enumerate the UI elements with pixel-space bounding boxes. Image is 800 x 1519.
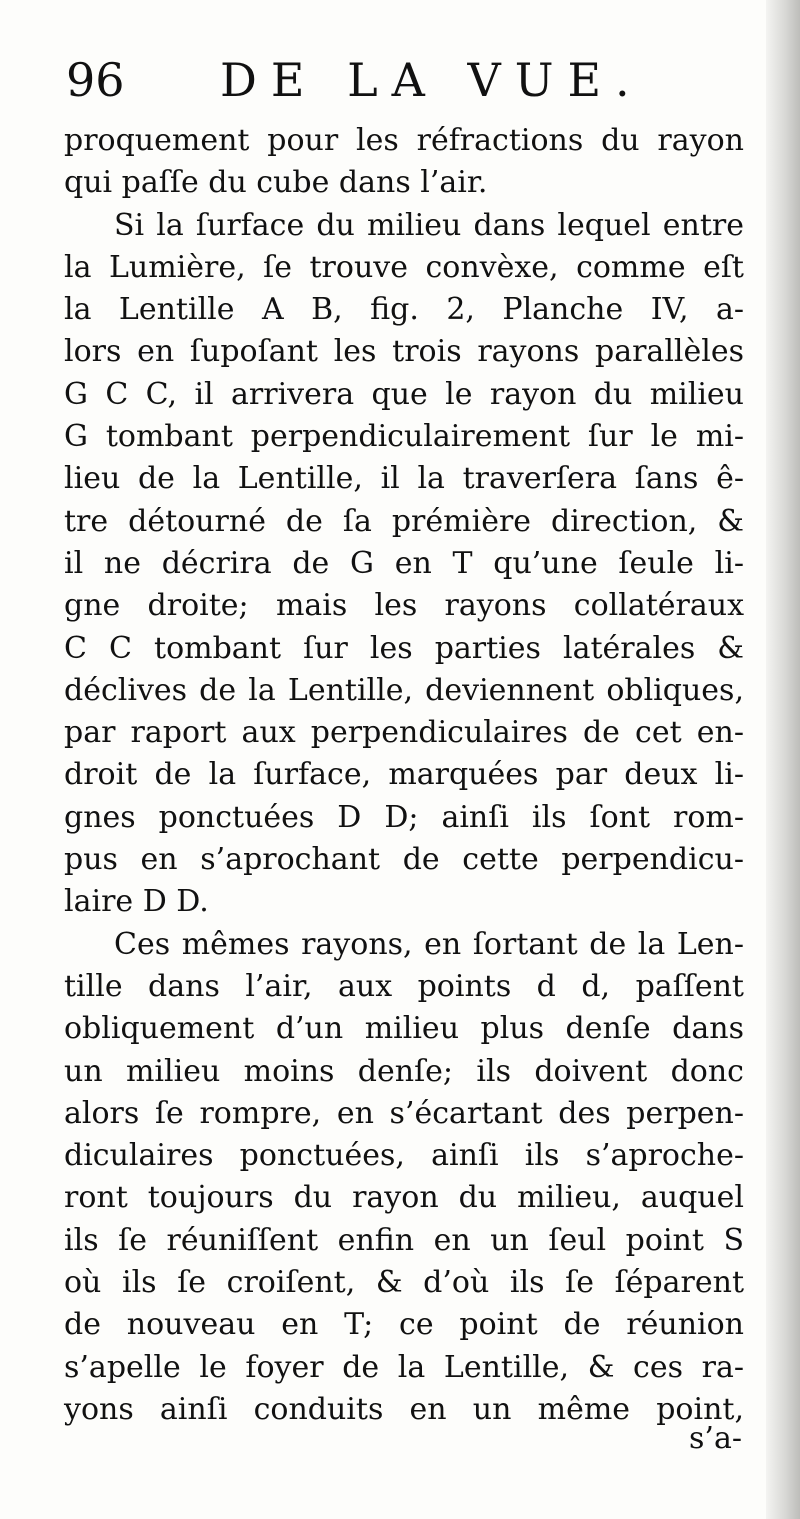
text-line: Ces mêmes rayons, en ſortant de la Len-: [114, 926, 744, 962]
text-line: Si la ſurface du milieu dans lequel entre: [114, 207, 744, 243]
text-line: gne droite; mais les rayons collatéraux: [64, 588, 744, 624]
text-line: laire D D.: [64, 884, 209, 920]
text-line: droit de la ſurface, marquées par deux li-: [64, 757, 744, 793]
text-line: diculaires ponctuées, ainſi ils s’aproche-: [64, 1138, 744, 1174]
text-line: ront toujours du rayon du milieu, auquel: [64, 1180, 744, 1216]
text-line: la Lumière, ſe trouve convèxe, comme eſt: [64, 249, 744, 285]
catchword: s’a-: [689, 1421, 742, 1456]
text-line: de nouveau en T; ce point de réunion: [64, 1307, 744, 1343]
text-line: qui paſſe du cube dans l’air.: [64, 165, 488, 201]
text-line: G tombant perpendiculairement ſur le mi-: [64, 419, 744, 455]
text-line: gnes ponctuées D D; ainſi ils ſont rom-: [64, 799, 744, 835]
text-line: lieu de la Lentille, il la traverſera ſans ê-: [64, 461, 744, 497]
text-line: pus en s’aprochant de cette perpendicu-: [64, 842, 744, 878]
text-line: alors ſe rompre, en s’écartant des perpen-: [64, 1095, 744, 1131]
text-line: un milieu moins denſe; ils doivent donc: [64, 1053, 744, 1089]
text-line: tre détourné de ſa prémière direction, &: [64, 503, 744, 539]
text-line: par raport aux perpendiculaires de cet en-: [64, 715, 744, 751]
text-line: lors en ſupoſant les trois rayons parallèles: [64, 334, 744, 370]
page-edge-shadow: [766, 0, 800, 1519]
text-line: s’apelle le foyer de la Lentille, & ces ra-: [64, 1349, 744, 1385]
text-line: où ils ſe croiſent, & d’où ils ſe ſéparent: [64, 1265, 744, 1301]
text-line: la Lentille A B, fig. 2, Planche IV, a-: [64, 292, 744, 328]
text-line: ils ſe réuniſſent enfin en un ſeul point S: [64, 1222, 744, 1258]
text-line: C C tombant ſur les parties latérales &: [64, 630, 744, 666]
text-line: déclives de la Lentille, deviennent obliques,: [64, 672, 744, 708]
text-line: proquement pour les réfractions du rayon: [64, 123, 744, 158]
text-line: yons ainſi conduits en un même point,: [64, 1391, 744, 1427]
text-line: tille dans l’air, aux points d d, paſſent: [64, 968, 744, 1004]
text-line: G C C, il arrivera que le rayon du milieu: [64, 376, 744, 412]
text-line: obliquement d’un milieu plus denſe dans: [64, 1011, 744, 1047]
body-text: [64, 120, 744, 1431]
page-header: [66, 50, 766, 110]
page-number: 96: [66, 53, 125, 107]
text-line: il ne décrira de G en T qu’une ſeule li-: [64, 545, 744, 581]
running-head: DE LA VUE.: [220, 53, 644, 107]
